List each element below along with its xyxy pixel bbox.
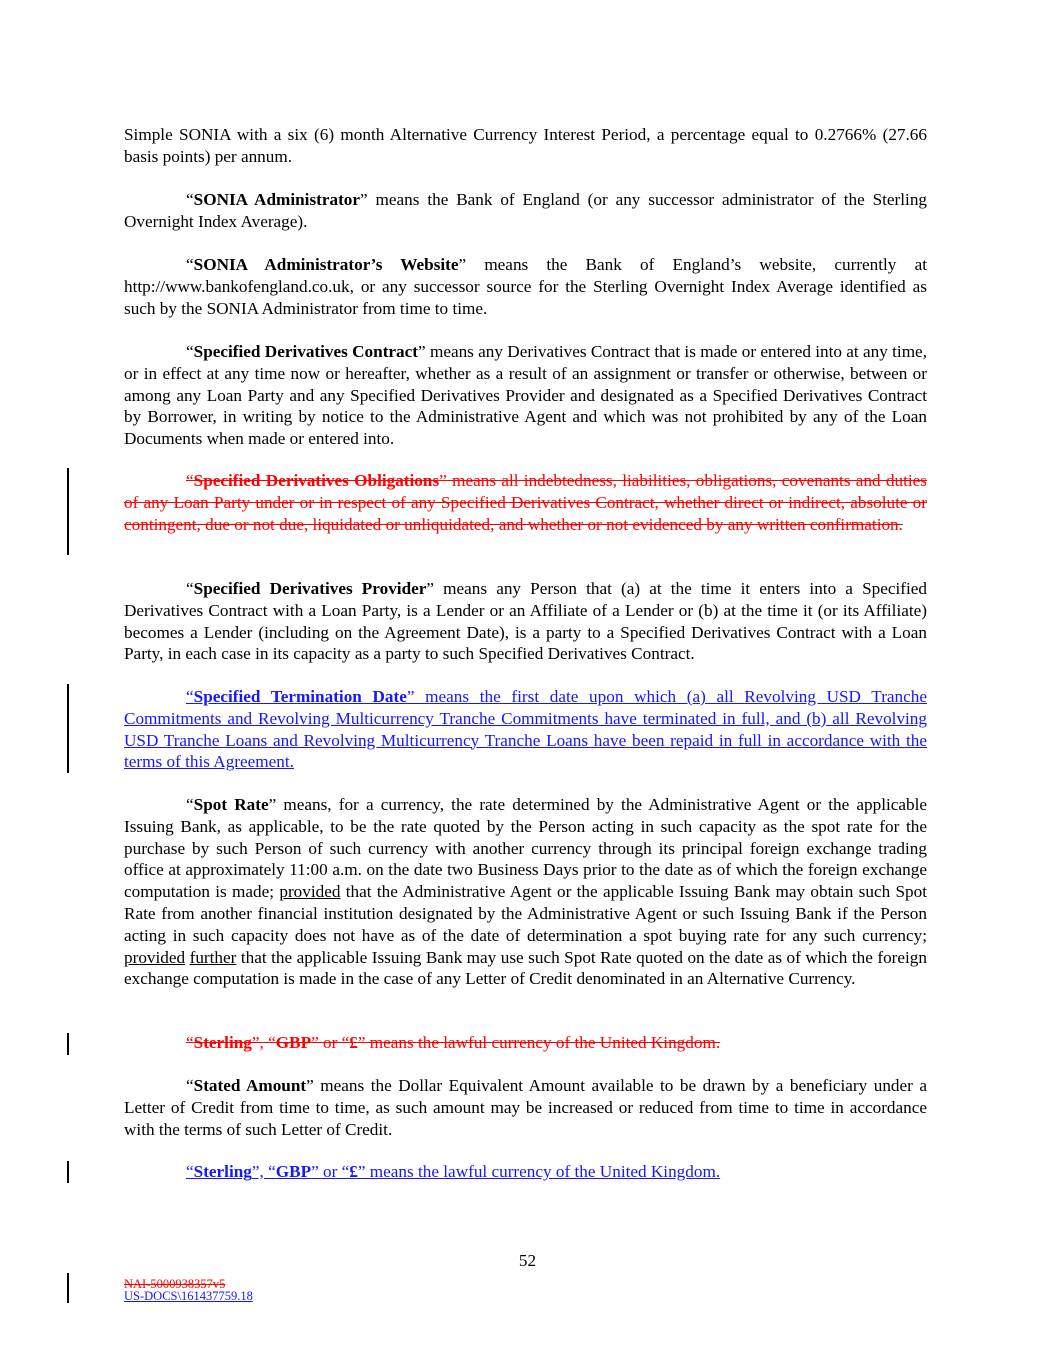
- change-bar: [67, 1273, 69, 1303]
- page-number: 52: [518, 1251, 537, 1270]
- paragraph-sonia-spread: [124, 124, 927, 168]
- text: that the applicable Issuing Bank may use such Spot Rate quoted on the date as of which the foreign exchange computation is made in the case of any Letter of Credit denominated in an Alternative Currency.: [124, 947, 927, 989]
- underlined-term: provided: [124, 947, 186, 967]
- defined-term: GBP: [275, 1033, 312, 1052]
- definition-sonia-administrator: [124, 189, 927, 233]
- footer-doc-id-inserted: US-DOCS\161437759.18: [124, 1289, 253, 1303]
- text: “: [186, 342, 194, 361]
- definition-specified-termination-date-inserted: [124, 686, 927, 773]
- defined-term: GBP: [275, 1162, 312, 1181]
- text: “: [186, 579, 194, 598]
- defined-term: Specified Derivatives Contract: [193, 342, 419, 361]
- change-bar: [67, 468, 69, 555]
- change-bar: [67, 684, 69, 773]
- change-bar: [67, 1033, 69, 1055]
- text: “: [186, 1076, 194, 1095]
- text: ”, “: [251, 1162, 276, 1181]
- text: ” means the lawful currency of the United Kingdom.: [357, 1033, 721, 1052]
- text: ” means the Bank of England (or any successor administrator of the Sterling Overnight Index Average).: [124, 190, 928, 231]
- text: “: [186, 190, 194, 209]
- defined-term: Spot Rate: [193, 795, 269, 814]
- definition-spot-rate: [124, 794, 927, 990]
- text: ” or “: [311, 1033, 350, 1052]
- definition-sterling-inserted: [124, 1161, 927, 1183]
- text: “: [186, 471, 194, 490]
- change-bar: [67, 1161, 69, 1183]
- defined-term: Specified Derivatives Obligations: [193, 471, 440, 490]
- defined-term: Sterling: [193, 1162, 252, 1181]
- underlined-term: provided: [279, 882, 341, 902]
- text: ” means any Derivatives Contract that is made or entered into at any time, or in effect at any time now or hereafter, whether as a result of an assignment or transfer or otherwise, between or among any Loan Party and any Specified Derivatives Provider and designated as a Specified Derivatives Contract by Borrower, in writing by notice to the Administrative Agent and which was not prohibited by any of the Loan Documents when made or entered into.: [124, 342, 927, 449]
- text: “: [186, 255, 194, 274]
- text: “: [186, 1033, 194, 1052]
- definition-specified-derivatives-obligations-deleted: [124, 470, 927, 535]
- text: Simple SONIA with a six (6) month Alternative Currency Interest Period, a percentage equal to 0.2766% (27.66 basis points) per annum.: [124, 125, 927, 166]
- definition-stated-amount: [124, 1075, 927, 1140]
- text: ” means any Person that (a) at the time it enters into a Specified Derivatives Contract with a Loan Party, is a Lender or an Affiliate of a Lender or (b) at the time it (or its Affiliate) becomes a Lender (including on the Agreement Date), is a party to a Specified Derivatives Contract with a Loan Party, in each case in its capacity as a party to such Specified Derivatives Contract.: [124, 579, 927, 664]
- defined-term: SONIA Administrator: [193, 190, 361, 209]
- text: ” means, for a currency, the rate determined by the Administrative Agent or the applicable Issuing Bank, as applicable, to be the rate quoted by the Person acting in such capacity as the spot rate for the purchase by such Person of such currency with another currency through its principal foreign exchange trading office at approximately 11:00 a.m. on the date two Business Days prior to the date as of which the foreign exchange computation is made;: [124, 795, 927, 902]
- text: ” means the Dollar Equivalent Amount available to be drawn by a beneficiary under a Letter of Credit from time to time, as such amount may be increased or reduced from time to time in accordance with the terms of such Letter of Credit.: [124, 1076, 927, 1139]
- footer-doc-id-deleted: NAI-5000938357v5: [124, 1277, 226, 1291]
- text: ” or “: [311, 1162, 350, 1181]
- defined-term: Stated Amount: [193, 1076, 307, 1095]
- underlined-term: further: [189, 947, 237, 967]
- text: ” means the lawful currency of the United Kingdom.: [357, 1162, 721, 1181]
- text: “: [186, 1162, 194, 1181]
- defined-term: £: [349, 1033, 358, 1052]
- definition-sterling-deleted: [124, 1032, 927, 1054]
- defined-term: £: [349, 1162, 358, 1181]
- text: that the Administrative Agent or the applicable Issuing Bank may obtain such Spot Rate from another financial institution designated by the Administrative Agent or such Issuing Bank if the Person acting in such capacity does not have as of the date of determination a spot buying rate for any such currency;: [124, 882, 928, 945]
- text: “: [186, 687, 194, 706]
- text: “: [186, 795, 194, 814]
- definition-specified-derivatives-provider: [124, 578, 927, 665]
- defined-term: Sterling: [193, 1033, 252, 1052]
- text: ” means all indebtedness, liabilities, obligations, covenants and duties of any Loan Party under or in respect of any Specified Derivatives Contract, whether direct or indirect, absolute or contingent, due or not due, liquidated or unliquidated, and whether or not evidenced by any written confirmation.: [124, 471, 927, 534]
- text: ”, “: [251, 1033, 276, 1052]
- definition-sonia-website: [124, 254, 927, 319]
- text: ” means the Bank of England’s website, currently at http://www.bankofengland.co.uk, or any successor source for the Sterling Overnight Index Average identified as such by the SONIA Administrator from time to time.: [124, 255, 927, 318]
- defined-term: Specified Termination Date: [193, 687, 407, 706]
- defined-term: Specified Derivatives Provider: [193, 579, 427, 598]
- definition-specified-derivatives-contract: [124, 341, 927, 450]
- text: ” means the first date upon which (a) all Revolving USD Tranche Commitments and Revolving Multicurrency Tranche Commitments have terminated in full, and (b) all Revolving USD Tranche Loans and Revolving Multicurrency Tranche Loans have been repaid in full in accordance with the terms of this Agreement.: [124, 687, 927, 772]
- defined-term: SONIA Administrator’s Website: [193, 255, 459, 274]
